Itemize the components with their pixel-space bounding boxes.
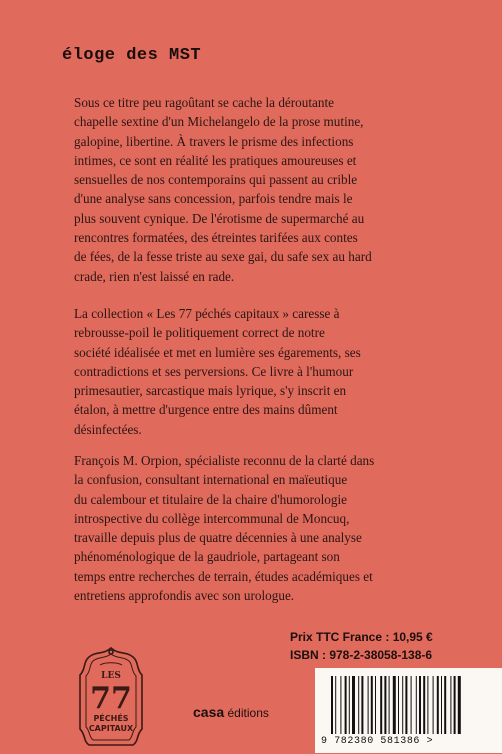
text-line: La collection « Les 77 péchés capitaux » caresse à bbox=[74, 306, 340, 321]
barcode-bar bbox=[389, 676, 390, 734]
text-line: la confusion, consultant international en maïeutique bbox=[74, 472, 348, 488]
text-line: désinfectées. bbox=[74, 421, 142, 437]
text-line: contradictions et ses perversions. Ce livre à l'humour bbox=[74, 363, 354, 379]
text-line: étalon, à mettre d'urgence entre des mains dûment bbox=[74, 402, 338, 418]
text-line: travaille depuis plus de quatre décennies à une analyse bbox=[74, 530, 362, 546]
barcode-bar bbox=[402, 676, 403, 734]
barcode-bar bbox=[411, 676, 412, 734]
text-line: d'une analyse sans concession, parfois tendre mais le bbox=[74, 191, 353, 207]
text-line: de fées, de la fesse triste au sexe gai, du safe sex au hard bbox=[74, 249, 372, 265]
barcode-bar bbox=[384, 676, 386, 734]
text-line: introspective du collège intercommunal de Moncuq, bbox=[74, 510, 350, 526]
barcode-bar bbox=[371, 676, 373, 734]
text-line: rencontres formatées, des étreintes tarifées aux contes bbox=[74, 230, 358, 246]
text-line: crade, rien n'est laissé en rade. bbox=[74, 268, 235, 284]
text-line: primesautier, sarcastique mais lyrique, s'y inscrit en bbox=[74, 383, 347, 399]
emblem-number: 77 bbox=[90, 681, 132, 716]
barcode-bar bbox=[419, 676, 421, 734]
text-line: François M. Orpion, spécialiste reconnu de la clarté dans bbox=[74, 453, 375, 468]
author-paragraph bbox=[74, 451, 474, 605]
barcode-bar bbox=[349, 676, 350, 734]
text-line: du calembour et titulaire de la chaire d'humorologie bbox=[74, 491, 347, 507]
text-line: plus souvent cynique. De l'érotisme de supermarché au bbox=[74, 210, 365, 226]
price-block bbox=[290, 628, 433, 664]
barcode-bar bbox=[368, 676, 369, 734]
publisher-logo-text: casa bbox=[193, 704, 225, 720]
barcode-bar bbox=[458, 676, 461, 734]
barcode-bar bbox=[454, 676, 456, 734]
barcode-bar bbox=[405, 676, 407, 734]
text-line: sensuelles de nos contemporains qui passent au crible bbox=[74, 172, 358, 188]
barcode-bar bbox=[427, 676, 428, 734]
text-line: chapelle sextine d'un Michelangelo de la prose mutine, bbox=[74, 114, 364, 130]
barcode-bar bbox=[361, 676, 363, 734]
text-line: intimes, ce sont en réalité les pratiques amoureuses et bbox=[74, 152, 357, 168]
price-label: Prix TTC France : 10,95 € bbox=[290, 630, 433, 644]
text-line: rebrousse-poil le politiquement correct de notre bbox=[74, 325, 325, 341]
text-line: entretiens approfondis avec son urologue. bbox=[74, 588, 295, 604]
barcode-bar bbox=[441, 676, 442, 734]
isbn-label: ISBN : 978-2-38058-138-6 bbox=[290, 648, 433, 662]
barcode-bar bbox=[437, 676, 439, 734]
publisher-logo bbox=[193, 704, 269, 720]
barcode bbox=[315, 668, 502, 753]
barcode-bar bbox=[380, 676, 382, 734]
emblem-les: LES bbox=[101, 671, 121, 681]
barcode-bar bbox=[423, 676, 425, 734]
barcode-bar bbox=[352, 676, 355, 734]
barcode-bar bbox=[345, 676, 347, 734]
barcode-bar bbox=[331, 676, 333, 734]
book-title: éloge des MST bbox=[62, 46, 202, 65]
text-line: Sous ce titre peu ragoûtant se cache la déroutante bbox=[74, 95, 334, 110]
barcode-bar bbox=[393, 676, 396, 734]
text-line: société idéalisée et met en lumière ses égarements, ses bbox=[74, 344, 361, 360]
barcode-bar bbox=[433, 676, 434, 734]
barcode-digits: 9 782380 581386 > bbox=[321, 736, 434, 747]
barcode-bars bbox=[329, 676, 491, 738]
emblem-capitaux: CAPITAUX bbox=[88, 724, 134, 733]
collection-emblem-icon bbox=[70, 645, 152, 749]
emblem-peches: PÉCHÉS bbox=[93, 714, 129, 723]
barcode-bar bbox=[398, 676, 399, 734]
collection-emblem bbox=[70, 645, 152, 754]
text-line: galopine, libertine. À travers le prisme des infections bbox=[74, 133, 354, 149]
text-line: temps entre recherches de terrain, études académiques et bbox=[74, 568, 373, 584]
barcode-bar bbox=[340, 676, 341, 734]
barcode-bar bbox=[375, 676, 376, 734]
barcode-bar bbox=[335, 676, 336, 734]
publisher-name: éditions bbox=[227, 706, 269, 720]
barcode-bar bbox=[450, 676, 451, 734]
barcode-bar bbox=[416, 676, 417, 734]
text-line: phénoménologique de la gaudriole, partageant son bbox=[74, 549, 340, 565]
summary-paragraph bbox=[74, 93, 474, 286]
barcode-bar bbox=[358, 676, 359, 734]
barcode-bar bbox=[444, 676, 446, 734]
collection-paragraph bbox=[74, 304, 474, 439]
